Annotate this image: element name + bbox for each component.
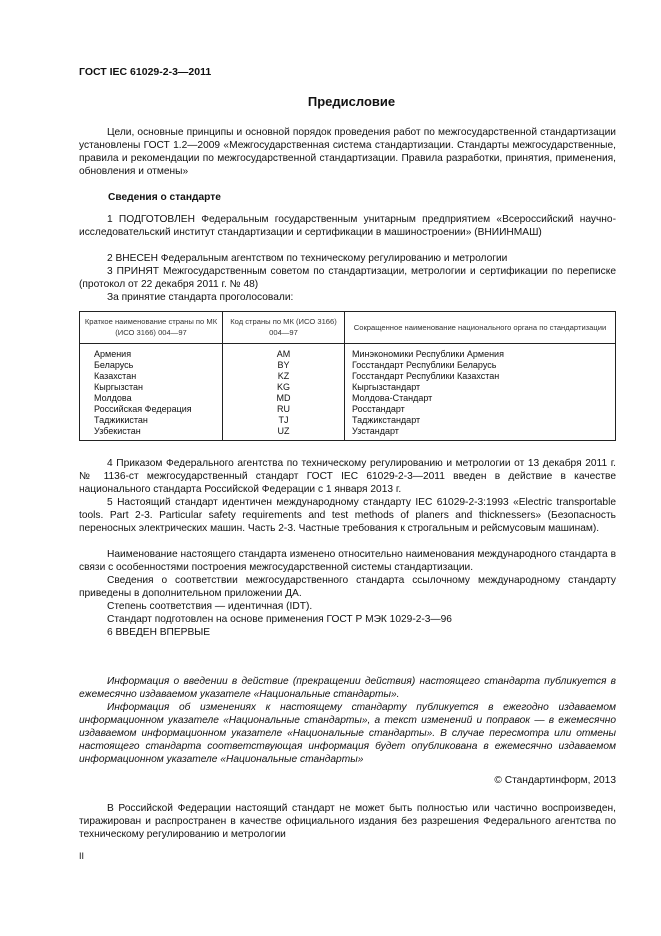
info-2-paragraph (79, 701, 616, 766)
table-row (80, 371, 616, 382)
table-row (80, 415, 616, 426)
references-paragraph (79, 574, 616, 600)
table-header-body: Сокращенное наименование национального органа по стандартизации (345, 312, 616, 344)
country-cell: Российская Федерация (80, 404, 223, 415)
references-text: Сведения о соответствии межгосударственного стандарта ссылочному международному стандарту приведены в дополнительном приложении ДА. (79, 575, 616, 600)
item-2-text: 2 ВНЕСЕН Федеральным агентством по техническому регулированию и метрологии (107, 253, 508, 264)
code-cell: UZ (223, 426, 345, 441)
table-header-code: Код страны по МК (ИСО 3166) 004—97 (223, 312, 345, 344)
based-on-paragraph (79, 613, 616, 626)
code-cell: KG (223, 382, 345, 393)
item-6-text: 6 ВВЕДЕН ВПЕРВЫЕ (107, 627, 211, 638)
degree-text: Степень соответствия — идентичная (IDT). (107, 601, 313, 612)
degree-paragraph (79, 600, 616, 613)
table-row (80, 426, 616, 441)
body-cell: Госстандарт Республики Беларусь (345, 360, 616, 371)
copyright-notice: © Стандартинформ, 2013 (494, 775, 616, 786)
document-header: ГОСТ IEC 61029-2-3—2011 (79, 66, 212, 78)
table-row (80, 344, 616, 361)
info-1-text: Информация о введении в действие (прекращении действия) настоящего стандарта публикуется в ежемесячно издаваемом указателе «Национальные стандарты». (79, 676, 616, 701)
rights-text: В Российской Федерации настоящий стандарт не может быть полностью или частично воспроизведен, тиражирован и распространен в качестве официального издания без разрешения Федерального агентства по техническому регулированию и метрологии (79, 803, 616, 841)
table-header-country: Краткое наименование страны по МК (ИСО 3166) 004—97 (80, 312, 223, 344)
body-cell: Кыргызстандарт (345, 382, 616, 393)
info-2-text: Информация об изменениях к настоящему стандарту публикуется в ежегодно издаваемом информационном указателе «Национальные стандарты», а текст изменений и поправок — в ежемесячно издаваемом информационном указателе «Национальные стандарты». В случае пересмотра или отмены настоящего стандарта соответствующая информация будет опубликована в ежемесячно издаваемом информационном указателе «Национальные стандарты» (79, 702, 616, 766)
voted-text: За принятие стандарта проголосовали: (107, 292, 294, 303)
country-cell: Таджикистан (80, 415, 223, 426)
intro-text: Цели, основные принципы и основной порядок проведения работ по межгосударственной стандартизации установлены ГОСТ 1.2—2009 «Межгосударственная система стандартизации. Стандарты межгосударственные, правила и рекомендации по межгосударственной стандартизации. Правила разработки, принятия, применения, обновления и отмены» (79, 127, 616, 178)
item-3-paragraph (79, 265, 616, 291)
body-cell: Росстандарт (345, 404, 616, 415)
voting-table (79, 311, 616, 441)
section-subtitle: Сведения о стандарте (108, 192, 221, 203)
item-1-paragraph (79, 213, 616, 239)
item-4-paragraph (79, 457, 616, 496)
code-cell: MD (223, 393, 345, 404)
item-6-paragraph (79, 626, 616, 639)
page-title: Предисловие (307, 94, 396, 109)
country-cell: Казахстан (80, 371, 223, 382)
name-change-text: Наименование настоящего стандарта изменено относительно наименования международного стандарта в связи с особенностями построения межгосударственной системы стандартизации. (79, 549, 616, 574)
info-1-paragraph (79, 675, 616, 701)
code-cell: TJ (223, 415, 345, 426)
country-cell: Молдова (80, 393, 223, 404)
country-cell: Узбекистан (80, 426, 223, 441)
country-cell: Беларусь (80, 360, 223, 371)
item-3-text: 3 ПРИНЯТ Межгосударственным советом по стандартизации, метрологии и сертификации по переписке (протокол от 22 декабря 2011 г. № 48) (79, 266, 616, 291)
body-cell: Госстандарт Республики Казахстан (345, 371, 616, 382)
item-2-paragraph (79, 252, 616, 265)
table-row (80, 382, 616, 393)
table-row (80, 393, 616, 404)
page-number: II (79, 851, 85, 861)
code-cell: AM (223, 344, 345, 361)
body-cell: Таджикстандарт (345, 415, 616, 426)
rights-paragraph (79, 802, 616, 841)
country-cell: Армения (80, 344, 223, 361)
code-cell: RU (223, 404, 345, 415)
item-5-paragraph (79, 496, 616, 535)
item-4-text: 4 Приказом Федерального агентства по техническому регулированию и метрологии от 13 декабря 2011 г. № 1136-ст межгосударственный стандарт ГОСТ IEC 61029-2-3—2011 введен в действие в качестве национального стандарта Российской Федерации с 1 января 2013 г. (79, 458, 616, 496)
table-header-row (80, 312, 616, 344)
item-5-text: 5 Настоящий стандарт идентичен международному стандарту IEC 61029-2-3:1993 «Electric transportable tools. Part 2-3. Particular safety requirements and test methods of planers and thicknessers» (Безопасность переносных электрических машин. Часть 2-3. Частные требования к строгальным и рейсмусовым машинам). (79, 497, 616, 535)
voted-paragraph (79, 291, 616, 304)
body-cell: Узстандарт (345, 426, 616, 441)
code-cell: KZ (223, 371, 345, 382)
body-cell: Молдова-Стандарт (345, 393, 616, 404)
intro-paragraph (79, 126, 616, 178)
item-1-text: 1 ПОДГОТОВЛЕН Федеральным государственным унитарным предприятием «Всероссийский научно-исследовательский институт стандартизации и сертификации в машиностроении» (ВНИИНМАШ) (79, 214, 616, 239)
body-cell: Минэкономики Республики Армения (345, 344, 616, 361)
table-body (80, 344, 616, 441)
country-cell: Кыргызстан (80, 382, 223, 393)
code-cell: BY (223, 360, 345, 371)
name-change-paragraph (79, 548, 616, 574)
table-row (80, 404, 616, 415)
based-on-text: Стандарт подготовлен на основе применения ГОСТ Р МЭК 1029-2-3—96 (107, 614, 452, 625)
table-row (80, 360, 616, 371)
